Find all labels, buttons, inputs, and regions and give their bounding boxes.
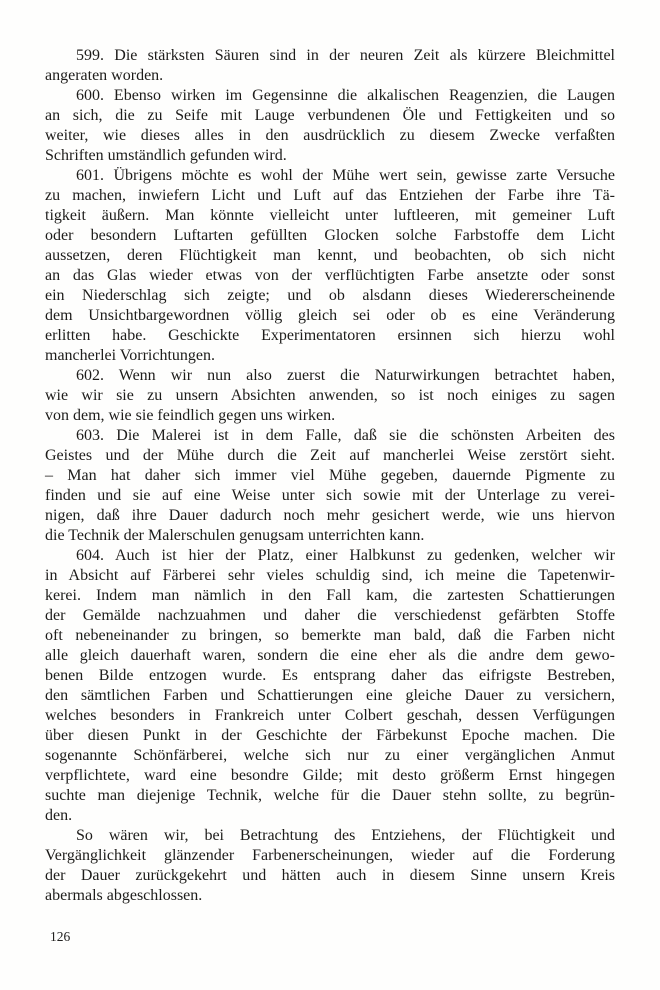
text-line: 600. Ebenso wirken im Gegensinne die alkalischen Reagenzien, die Laugen	[76, 87, 615, 104]
text-line: den.	[45, 807, 73, 824]
text-line: oder besondern Luftarten gefüllten Glocken solche Farbstoffe dem Licht	[45, 227, 615, 244]
text-line: der Gemälde nachzuahmen und daher die verschiedenst gefärbten Stoffe	[45, 607, 615, 624]
text-line: Vergänglichkeit glänzender Farbenerscheinungen, wieder auf die Forderung	[45, 847, 615, 864]
text-line: der Dauer zurückgekehrt und hätten auch in diesem Sinne unsern Kreis	[45, 867, 615, 884]
text-line: zu machen, inwiefern Licht und Luft auf das Entziehen der Farbe ihre Tä-	[45, 187, 615, 204]
text-line: nigen, daß ihre Dauer dadurch noch mehr gesichert werde, wie uns hiervon	[45, 507, 615, 524]
text-line: weiter, wie dieses alles in den ausdrücklich zu diesem Zwecke verfaßten	[45, 127, 615, 144]
paragraph	[45, 46, 615, 86]
text-line: ein Niederschlag sich zeigte; und ob alsdann dieses Wiedererscheinende	[45, 287, 615, 304]
paragraph	[45, 366, 615, 426]
text-line: in Absicht auf Färberei sehr vieles schuldig sind, ich meine die Tapetenwir-	[45, 567, 615, 584]
text-line: tigkeit äußern. Man könnte vielleicht unter luftleeren, mit gemeiner Luft	[45, 207, 615, 224]
text-line: 603. Die Malerei ist in dem Falle, daß sie die schönsten Arbeiten des	[76, 427, 615, 444]
text-line: über diesen Punkt in der Geschichte der Färbekunst Epoche machen. Die	[45, 727, 615, 744]
text-line: – Man hat daher sich immer viel Mühe gegeben, dauernde Pigmente zu	[45, 467, 615, 484]
text-line: angeraten worden.	[45, 67, 164, 84]
text-line: an sich, die zu Seife mit Lauge verbundenen Öle und Fettigkeiten und so	[45, 107, 615, 124]
text-line: oft nebeneinander zu bringen, so bemerkte man bald, daß die Farben nicht	[45, 627, 615, 644]
paragraph	[45, 86, 615, 166]
paragraph	[45, 826, 615, 906]
text-line: wie wir sie zu unsern Absichten anwenden, so ist noch einiges zu sagen	[45, 387, 615, 404]
text-line: dem Unsichtbargewordnen völlig gleich sei oder ob es eine Veränderung	[45, 307, 615, 324]
text-line: suchte man diejenige Technik, welche für die Dauer stehn sollte, zu begrün-	[45, 787, 615, 804]
text-line: benen Bilde entzogen wurde. Es entsprang daher das eifrigste Bestreben,	[45, 667, 615, 684]
page-number: 126	[50, 929, 71, 944]
text-line: die Technik der Malerschulen genugsam unterrichten kann.	[45, 527, 425, 544]
text-line: So wären wir, bei Betrachtung des Entziehens, der Flüchtigkeit und	[76, 827, 615, 844]
text-line: von dem, wie sie feindlich gegen uns wirken.	[45, 407, 336, 424]
text-line: 601. Übrigens möchte es wohl der Mühe wert sein, gewisse zarte Versuche	[76, 167, 615, 184]
text-line: mancherlei Vorrichtungen.	[45, 347, 216, 364]
paragraph	[45, 166, 615, 366]
paragraph	[45, 546, 615, 826]
text-line: aussetzen, deren Flüchtigkeit man kennt, und beobachten, ob sich nicht	[45, 247, 615, 264]
text-line: alle gleich dauerhaft waren, sondern die eine eher als die andre dem gewo-	[45, 647, 615, 664]
text-line: 602. Wenn wir nun also zuerst die Naturwirkungen betrachtet haben,	[76, 367, 615, 384]
text-line: Geistes und der Mühe durch die Zeit auf mancherlei Weise zerstört sieht.	[45, 447, 615, 464]
text-line: finden und sie auf eine Weise unter sich sowie mit der Unterlage zu verei-	[45, 487, 615, 504]
text-line: Schriften umständlich gefunden wird.	[45, 147, 287, 164]
body-text	[45, 46, 615, 906]
text-line: 599. Die stärksten Säuren sind in der neuren Zeit als kürzere Bleichmittel	[76, 47, 615, 64]
text-line: abermals abgeschlossen.	[45, 887, 203, 904]
text-line: 604. Auch ist hier der Platz, einer Halbkunst zu gedenken, welcher wir	[76, 547, 615, 564]
text-line: sogenannte Schönfärberei, welche sich nur zu einer vergänglichen Anmut	[45, 747, 615, 764]
text-line: welches besonders in Frankreich unter Colbert geschah, dessen Verfügungen	[45, 707, 615, 724]
text-line: an das Glas wieder etwas von der verflüchtigten Farbe ansetzte oder sonst	[45, 267, 615, 284]
paragraph	[45, 426, 615, 546]
text-line: verpflichtete, ward eine besondre Gilde; mit desto größerm Ernst hingegen	[45, 767, 615, 784]
text-line: den sämtlichen Farben und Schattierungen eine gleiche Dauer zu versichern,	[45, 687, 615, 704]
text-line: erlitten habe. Geschickte Experimentatoren ersinnen sich hierzu wohl	[45, 327, 615, 344]
text-line: kerei. Indem man nämlich in den Fall kam, die zartesten Schattierungen	[45, 587, 615, 604]
